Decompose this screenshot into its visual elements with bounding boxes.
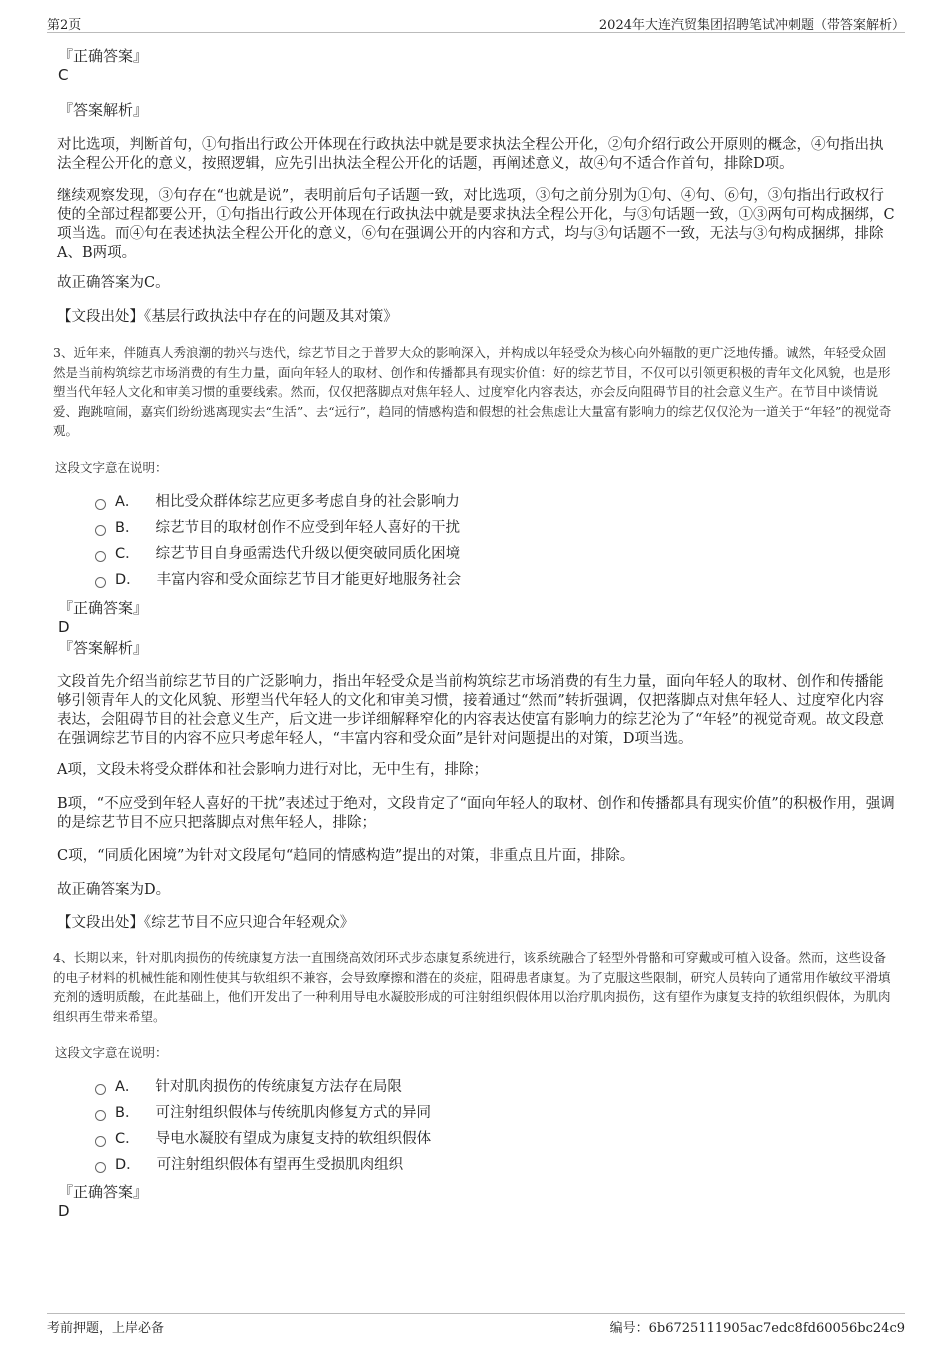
radio-icon[interactable] bbox=[95, 1110, 106, 1121]
option-letter: C． bbox=[115, 1131, 140, 1147]
q3-option-d[interactable] bbox=[95, 570, 461, 590]
q4-option-c[interactable] bbox=[95, 1129, 431, 1149]
q3-analysis-para4: C项，“同质化困境”为针对文段尾句“趋同的情感构造”提出的对策，非重点且片面，排除。 bbox=[57, 848, 635, 864]
document-title: 2024年大连汽贸集团招聘笔试冲刺题（带答案解析） bbox=[598, 18, 905, 33]
option-letter: A． bbox=[115, 1079, 140, 1095]
q3-analysis-para3: B项，“不应受到年轻人喜好的干扰”表述过于绝对，文段肯定了“面向年轻人的取材、创作和传播都具有现实价值”的积极作用，强调的是综艺节目不应只把落脚点对焦年轻人，排除； bbox=[57, 796, 895, 831]
q4-option-d[interactable] bbox=[95, 1155, 403, 1175]
option-text: 可注射组织假体与传统肌肉修复方式的异同 bbox=[155, 1105, 431, 1121]
option-text: 针对肌肉损伤的传统康复方法存在局限 bbox=[155, 1079, 402, 1095]
q3-option-b[interactable] bbox=[95, 518, 460, 538]
q3-source: 【文段出处】《综艺节目不应只迎合年轻观众》 bbox=[57, 915, 355, 931]
q2-analysis-para2: 继续观察发现，③句存在“也就是说”，表明前后句子话题一致，对比选项，③句之前分别为①句、④句、⑥句，③句指出行政权行使的全部过程都要公开，①句指出行政公开体现在行政执法中就是要求执法全程公开化，与③句话题一致，①③两句可构成捆绑，C项当选。而④句在表述执法全程公开化的意义，⑥句在强调公开的内容和方式，均与③句话题不一致，无法与③句构成捆绑，排除A、B两项。 bbox=[57, 188, 895, 261]
radio-icon[interactable] bbox=[95, 1162, 106, 1173]
q4-question: 4、长期以来，针对肌肉损伤的传统康复方法一直围绕高效闭环式步态康复系统进行，该系统融合了轻型外骨骼和可穿戴或可植入设备。然而，这些设备的电子材料的机械性能和刚性使其与软组织不兼容，会导致摩擦和潜在的炎症，阻碍患者康复。为了克服这些限制，研究人员转向了通常用作敏纹平滑填充剂的透明质酸，在此基础上，他们开发出了一种利用导电水凝胶形成的可注射组织假体用以治疗肌肉损伤，这有望作为康复支持的软组织假体，为肌肉组织再生带来希望。 bbox=[53, 950, 891, 1024]
q3-question: 3、近年来，伴随真人秀浪潮的勃兴与迭代，综艺节目之于普罗大众的影响深入，并构成以年轻受众为核心向外辐散的更广泛地传播。诚然，年轻受众固然是当前构筑综艺市场消费的有生力量，面向年轻人的取材、创作和传播都具有现实价值：好的综艺节目，不仅可以引领更积极的青年文化风貌，也是形塑当代年轻人文化和审美习惯的重要线索。然而，仅仅把落脚点对焦年轻人、过度窄化内容表达，亦会反向阻碍节目的社会意义生产。在节目中谈情说爱、跑跳喧闹，嘉宾们纷纷逃离现实去“生活”、去“远行”，趋同的情感构造和假想的社会焦虑让大量富有影响力的综艺仅仅沦为一道关于“年轻”的视觉奇观。 bbox=[53, 345, 892, 438]
page-header bbox=[47, 14, 905, 33]
option-text: 综艺节目的取材创作不应受到年轻人喜好的干扰 bbox=[155, 520, 460, 536]
q4-answer: D bbox=[58, 1202, 70, 1220]
q4-answer-label: 『正确答案』 bbox=[58, 1183, 149, 1201]
radio-icon[interactable] bbox=[95, 525, 106, 536]
radio-icon[interactable] bbox=[95, 1084, 106, 1095]
option-text: 相比受众群体综艺应更多考虑自身的社会影响力 bbox=[155, 494, 460, 510]
page-footer bbox=[47, 1313, 905, 1336]
q2-source: 【文段出处】《基层行政执法中存在的问题及其对策》 bbox=[57, 309, 398, 325]
footer-slogan: 考前押题，上岸必备 bbox=[47, 1321, 165, 1336]
q2-answer: C bbox=[58, 66, 69, 84]
option-letter: A． bbox=[115, 494, 140, 510]
q2-analysis-label: 『答案解析』 bbox=[58, 101, 149, 119]
q2-answer-label: 『正确答案』 bbox=[58, 47, 149, 65]
q3-conclusion: 故正确答案为D。 bbox=[57, 882, 171, 898]
q3-option-c[interactable] bbox=[95, 544, 460, 564]
q4-option-a[interactable] bbox=[95, 1077, 402, 1097]
q4-option-b[interactable] bbox=[95, 1103, 431, 1123]
q3-analysis-para2: A项，文段未将受众群体和社会影响力进行对比，无中生有，排除； bbox=[57, 762, 488, 778]
option-letter: B． bbox=[115, 520, 140, 536]
page-number: 第2页 bbox=[47, 18, 82, 33]
option-letter: B． bbox=[115, 1105, 140, 1121]
radio-icon[interactable] bbox=[95, 551, 106, 562]
option-text: 丰富内容和受众面综艺节目才能更好地服务社会 bbox=[156, 572, 462, 588]
q2-analysis-para1: 对比选项，判断首句，①句指出行政公开体现在行政执法中就是要求执法全程公开化，②句介绍行政公开原则的概念，④句指出执法全程公开化的意义，按照逻辑，应先引出执法全程公开化的话题，再阐述意义，故④句不适合作首句，排除D项。 bbox=[57, 137, 884, 172]
radio-icon[interactable] bbox=[95, 1136, 106, 1147]
q3-option-a[interactable] bbox=[95, 492, 460, 512]
radio-icon[interactable] bbox=[95, 577, 106, 588]
q3-answer: D bbox=[58, 618, 70, 636]
q3-answer-label: 『正确答案』 bbox=[58, 599, 149, 617]
q3-analysis-label: 『答案解析』 bbox=[58, 639, 149, 657]
option-text: 综艺节目自身亟需迭代升级以便突破同质化困境 bbox=[155, 546, 461, 562]
q4-prompt: 这段文字意在说明： bbox=[55, 1045, 168, 1060]
radio-icon[interactable] bbox=[95, 499, 106, 510]
option-text: 导电水凝胶有望成为康复支持的软组织假体 bbox=[155, 1131, 432, 1147]
document-code: 编号：6b6725111905ac7edc8fd60056bc24c9 bbox=[609, 1321, 905, 1336]
q3-prompt: 这段文字意在说明： bbox=[55, 460, 168, 475]
q3-analysis-para1: 文段首先介绍当前综艺节目的广泛影响力，指出年轻受众是当前构筑综艺市场消费的有生力量，面向年轻人的取材、创作和传播能够引领青年人的文化风貌、形塑当代年轻人的文化和审美习惯，接着通过“然而”转折强调，仅把落脚点对焦年轻人、过度窄化内容表达，会阻碍节目的社会意义生产，后文进一步详细解释窄化的内容表达使富有影响力的综艺沦为了“年轻”的视觉奇观。故文段意在强调综艺节目的内容不应只考虑年轻人，“丰富内容和受众面”是针对问题提出的对策，D项当选。 bbox=[57, 674, 884, 747]
option-letter: D． bbox=[115, 572, 141, 588]
option-letter: D． bbox=[115, 1157, 141, 1173]
option-letter: C． bbox=[115, 546, 140, 562]
option-text: 可注射组织假体有望再生受损肌肉组织 bbox=[156, 1157, 404, 1173]
q2-conclusion: 故正确答案为C。 bbox=[57, 275, 170, 291]
